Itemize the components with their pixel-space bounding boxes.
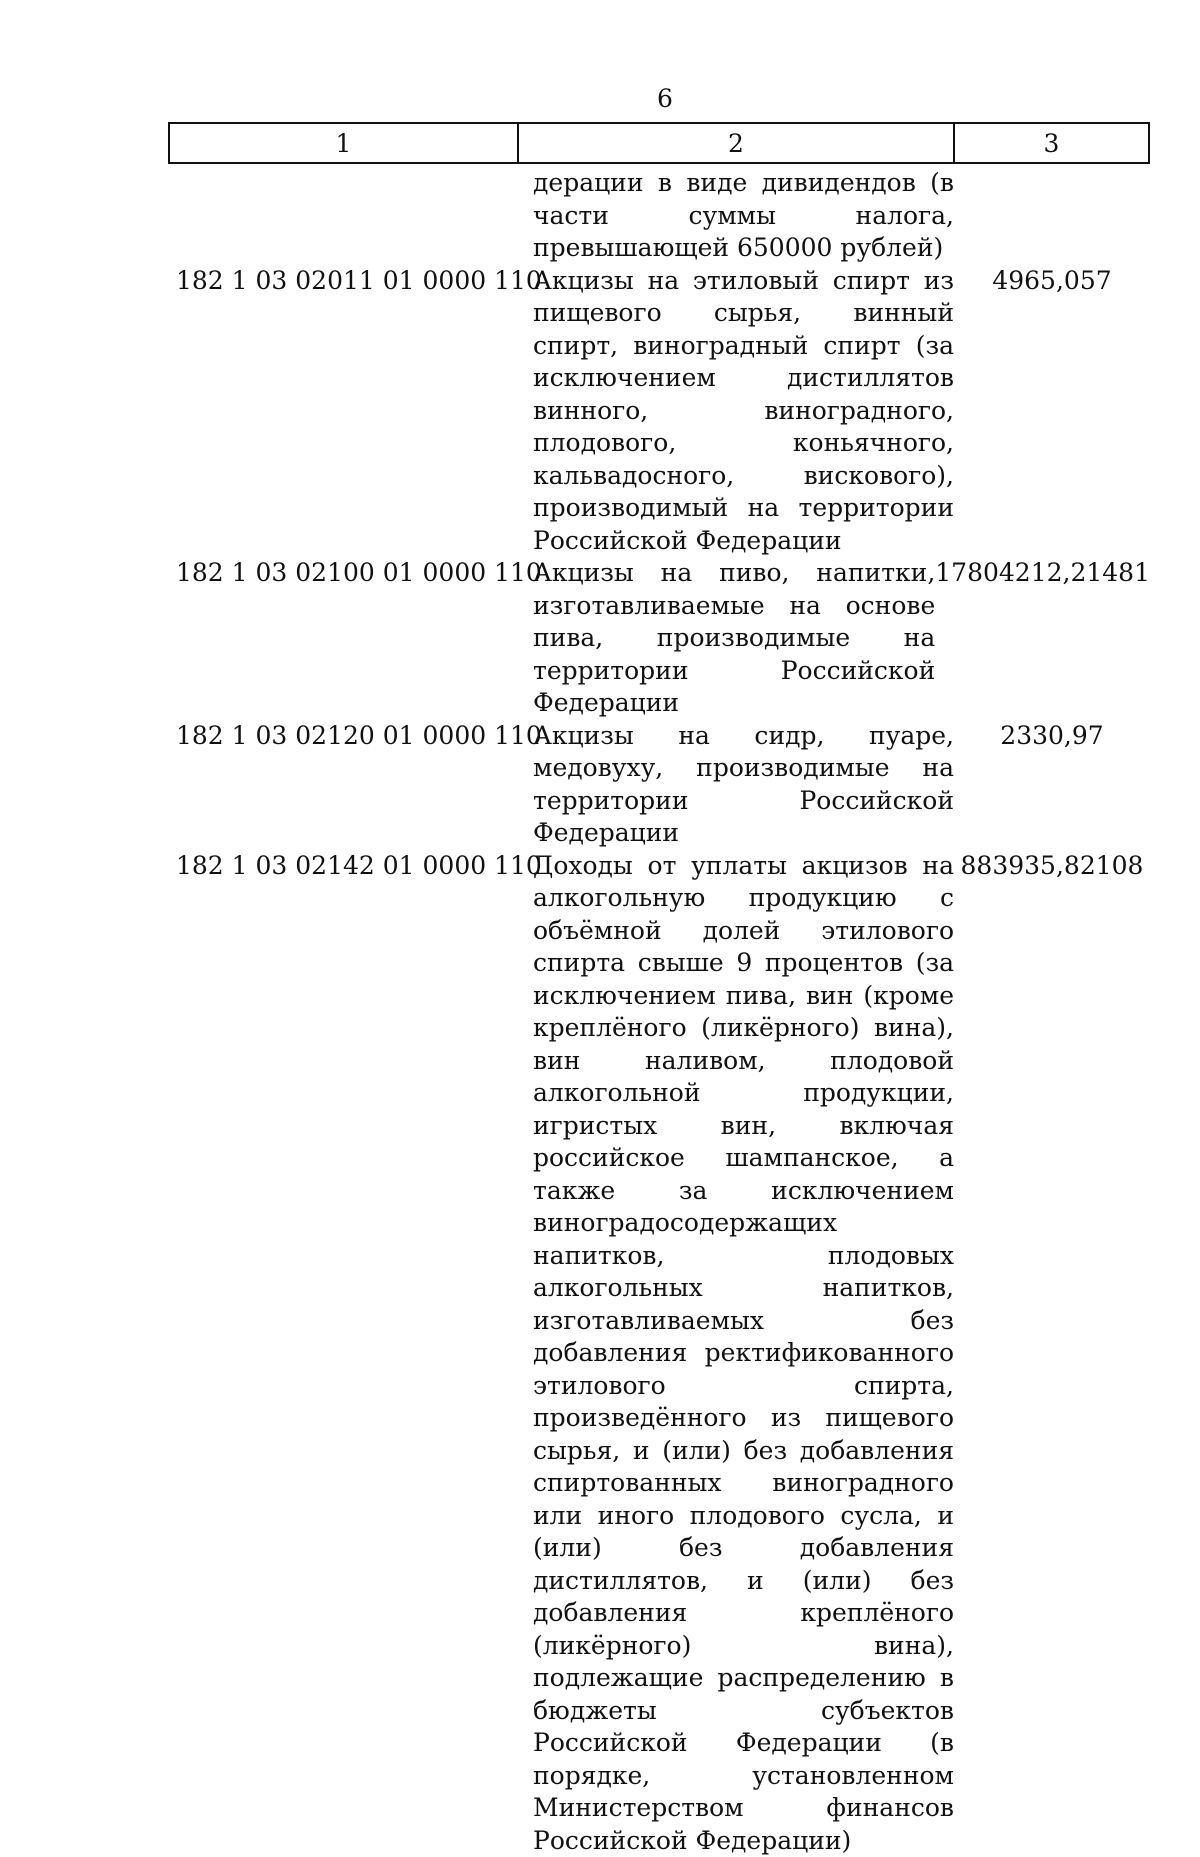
- table-row: [168, 720, 1150, 850]
- description-cell: Акцизы на пиво, напитки, изготавливаемые на основе пива, производимые на территории Российской Федерации: [533, 557, 935, 720]
- table-row: [168, 850, 1150, 1857]
- header-col-3: 3: [955, 124, 1148, 162]
- amount-cell: 17804212,21481: [935, 557, 1150, 720]
- amount-cell: 4965,057: [954, 265, 1150, 558]
- description-cell: дерации в виде дивидендов (в части суммы налога, превышающей 650000 рублей): [533, 167, 954, 265]
- table-body: [168, 167, 1150, 1857]
- amount-cell: [954, 167, 1150, 265]
- table-row: [168, 265, 1150, 558]
- code-cell: 182 1 03 02100 01 0000 110: [168, 557, 519, 720]
- code-cell: 182 1 03 02142 01 0000 110: [168, 850, 519, 1857]
- table-row-continuation: [168, 167, 1150, 265]
- description-cell: Акцизы на этиловый спирт из пищевого сырья, винный спирт, виноградный спирт (за исключением дистиллятов винного, виноградного, плодового, коньячного, кальвадосного, вискового), производимый на территории Российской Федерации: [533, 265, 954, 558]
- header-col-2: 2: [519, 124, 955, 162]
- amount-cell: 883935,82108: [954, 850, 1150, 1857]
- amount-cell: 2330,97: [954, 720, 1150, 850]
- description-cell: Акцизы на сидр, пуаре, медовуху, производимые на территории Российской Федерации: [533, 720, 954, 850]
- code-cell: 182 1 03 02011 01 0000 110: [168, 265, 519, 558]
- table-header: [168, 122, 1150, 164]
- page-number: 6: [0, 84, 1200, 113]
- description-cell: Доходы от уплаты акцизов на алкогольную продукцию с объёмной долей этилового спирта свыше 9 процентов (за исключением пива, вин (кроме креплёного (ликёрного) вина), вин наливом, плодовой алкогольной продукции, игристых вин, включая российское шампанское, а также за исключением виноградосодержащих напитков, плодовых алкогольных напитков, изготавливаемых без добавления ректификованного этилового спирта, произведённого из пищевого сырья, и (или) без добавления спиртованных виноградного или иного плодового сусла, и (или) без добавления дистиллятов, и (или) без добавления креплёного (ликёрного) вина), подлежащие распределению в бюджеты субъектов Российской Федерации (в порядке, установленном Министерством финансов Российской Федерации): [533, 850, 954, 1857]
- table-row: [168, 557, 1150, 720]
- header-col-1: 1: [170, 124, 519, 162]
- code-cell: 182 1 03 02120 01 0000 110: [168, 720, 519, 850]
- code-cell: [168, 167, 519, 265]
